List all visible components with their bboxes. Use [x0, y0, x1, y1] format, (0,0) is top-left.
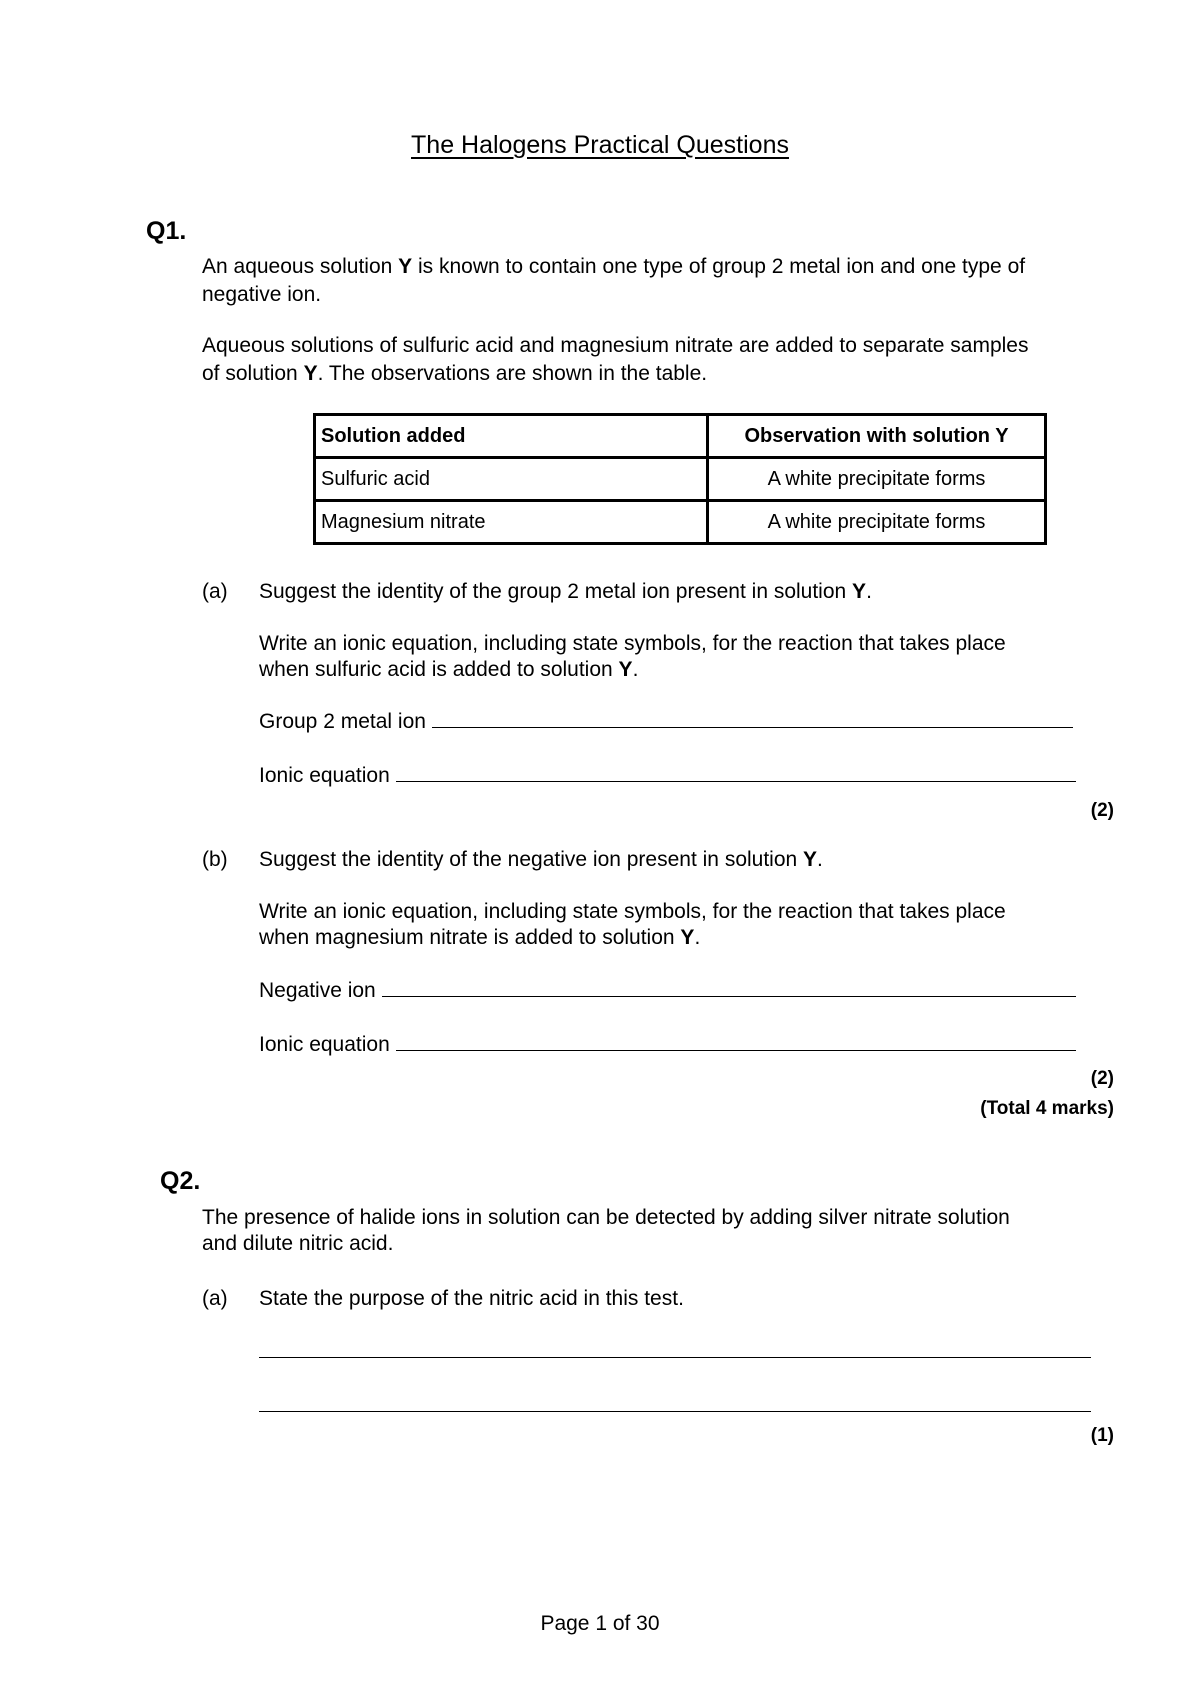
table-row: [315, 458, 1046, 501]
q1a-write-line-1: Write an ionic equation, including state symbols, for the reaction that takes place: [259, 632, 1006, 655]
table-cell: Magnesium nitrate: [315, 501, 708, 544]
table-cell: A white precipitate forms: [708, 501, 1046, 544]
q1a-answer-field-metal-ion[interactable]: [259, 708, 1073, 736]
q1-intro2-line-2: [202, 360, 707, 388]
q1b-marks: (2): [1090, 1068, 1114, 1089]
q1a-write-line-2: [259, 656, 638, 684]
q1b-field-label: Ionic equation: [259, 1033, 390, 1056]
q2a-answer-line-1[interactable]: [259, 1339, 1091, 1358]
question-2-number: Q2.: [160, 1167, 201, 1195]
table-header-observation: Observation with solution Y: [708, 415, 1046, 458]
q1-intro-solution-y: Y: [398, 255, 413, 278]
q1b-answer-field-negative-ion[interactable]: [259, 977, 1076, 1005]
q2a-question: State the purpose of the nitric acid in this test.: [259, 1287, 684, 1310]
q1b-write-text: .: [694, 926, 701, 949]
q1b-write-line-2: [259, 924, 700, 952]
q1b-solution-y: Y: [803, 848, 818, 871]
q1b-write-solution-y: Y: [680, 926, 695, 949]
q1b-write-line-1: Write an ionic equation, including state symbols, for the reaction that takes place: [259, 900, 1006, 923]
q1a-answer-field-ionic-equation[interactable]: [259, 762, 1076, 790]
page-title: The Halogens Practical Questions: [411, 131, 789, 159]
q1a-marks: (2): [1090, 800, 1114, 821]
q1-intro2-text: of solution: [202, 362, 304, 385]
table-cell: A white precipitate forms: [708, 458, 1046, 501]
q2-intro-line-2: and dilute nitric acid.: [202, 1232, 394, 1255]
answer-line[interactable]: [432, 709, 1073, 728]
table-header-solution-added: Solution added: [315, 415, 708, 458]
table-cell: Sulfuric acid: [315, 458, 708, 501]
q2a-marks: (1): [1090, 1425, 1114, 1446]
q1-intro2-solution-y: Y: [303, 362, 318, 385]
q1a-solution-y: Y: [852, 580, 867, 603]
question-1-number: Q1.: [146, 217, 187, 245]
q1b-question: [259, 846, 823, 874]
q1b-question-text: .: [817, 848, 823, 871]
page-number-footer: Page 1 of 30: [540, 1612, 660, 1635]
q1a-question: [259, 578, 872, 606]
q1a-label: (a): [202, 580, 228, 603]
q1-intro2-line-1: Aqueous solutions of sulfuric acid and magnesium nitrate are added to separate samples: [202, 334, 1029, 357]
q1a-field-label: Group 2 metal ion: [259, 710, 426, 733]
q2a-answer-line-2[interactable]: [259, 1393, 1091, 1412]
answer-line[interactable]: [382, 978, 1076, 997]
q1b-write-text: when magnesium nitrate is added to solution: [259, 926, 681, 949]
q1a-question-text: .: [866, 580, 872, 603]
q1-intro-line-1: [202, 253, 1025, 281]
q2a-label: (a): [202, 1287, 228, 1310]
q2-intro-line-1: The presence of halide ions in solution can be detected by adding silver nitrate solution: [202, 1206, 1010, 1229]
q1a-question-text: Suggest the identity of the group 2 metal ion present in solution: [259, 580, 853, 603]
q1a-write-text: when sulfuric acid is added to solution: [259, 658, 619, 681]
q1b-question-text: Suggest the identity of the negative ion present in solution: [259, 848, 804, 871]
q1-intro2-text: . The observations are shown in the table.: [317, 362, 708, 385]
q1b-answer-field-ionic-equation[interactable]: [259, 1031, 1076, 1059]
q1-intro-text: is known to contain one type of group 2 metal ion and one type of: [412, 255, 1026, 278]
q1-intro-line-2: negative ion.: [202, 283, 322, 306]
q1-intro-text: An aqueous solution: [202, 255, 399, 278]
q1b-label: (b): [202, 848, 228, 871]
q1a-write-text: .: [632, 658, 639, 681]
table-row: [315, 501, 1046, 544]
q1-total-marks: (Total 4 marks): [980, 1098, 1114, 1119]
answer-line[interactable]: [396, 763, 1076, 782]
q1a-write-solution-y: Y: [618, 658, 633, 681]
q1a-field-label: Ionic equation: [259, 764, 390, 787]
observation-table: [313, 413, 1047, 545]
answer-line[interactable]: [396, 1032, 1076, 1051]
table-header-row: [315, 415, 1046, 458]
q1b-field-label: Negative ion: [259, 979, 376, 1002]
